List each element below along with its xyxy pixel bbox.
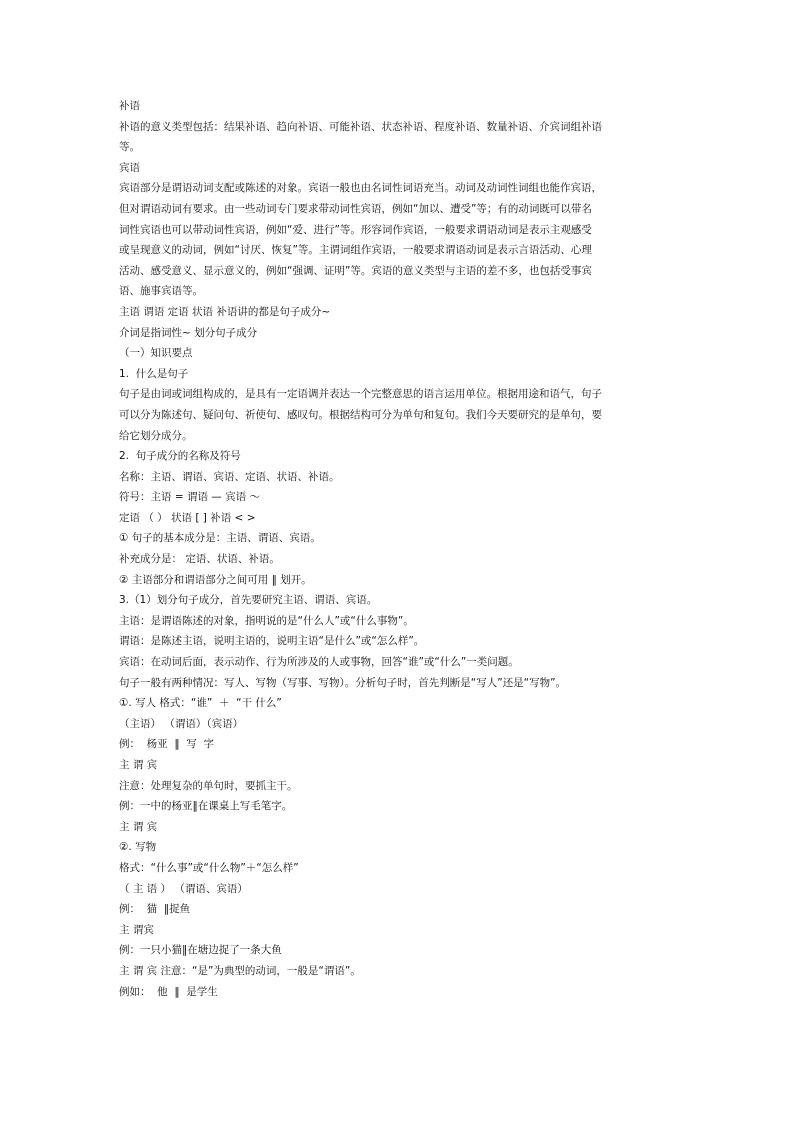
text-line: 补语的意义类型包括：结果补语、趋向补语、可能补语、状态补语、程度补语、数量补语、介宾词组补语 — [119, 120, 602, 133]
text-line: （主语） （谓语）（宾语） — [119, 717, 244, 730]
text-line: 句子是由词或词组构成的，是具有一定语调并表达一个完整意思的语言运用单位。根据用途和语气，句子 — [119, 388, 602, 401]
text-line: 宾语部分是谓语动词支配或陈述的对象。宾语一般也由名词性词语充当。动词及动词性词组也能作宾语， — [119, 182, 602, 195]
text-line: 活动、感受意义、显示意义的，例如“强调、证明”等。宾语的意义类型与主语的差不多，也包括受事宾 — [119, 264, 592, 277]
text-line: 主 谓 宾 — [119, 759, 158, 771]
text-line: 词性宾语也可以带动词性宾语，例如“爱、进行”等。形容词作宾语，一般要求谓语动词是表示主观感受 — [119, 223, 592, 236]
text-line: ① 句子的基本成分是：主语、谓语、宾语。 — [119, 532, 321, 545]
text-line: 等。 — [119, 141, 140, 154]
example-line: 例：一中的杨亚‖在课桌上写毛笔字。 — [119, 800, 293, 813]
text-line: 可以分为陈述句、疑问句、祈使句、感叹句。根据结构可分为单句和复句。我们今天要研究的是单句，要 — [119, 408, 602, 421]
section-heading: （一）知识要点 — [119, 347, 193, 360]
text-line: 句子一般有两种情况：写人、写物（写事、写物）。分析句子时，首先判断是“写人”还是“写物”。 — [119, 676, 567, 689]
text-line: 但对谓语动词有要求。由一些动词专门要求带动词性宾语，例如“加以、遭受”等；有的动词既可以带名 — [119, 202, 592, 215]
text-line: 主语 谓语 定语 状语 补语讲的都是句子成分~ — [119, 305, 331, 318]
example-line: 例：一只小猫‖在塘边捉了一条大鱼 — [119, 944, 282, 957]
text-line: ②. 写物 — [119, 841, 157, 854]
text-line: （ 主 语 ） （谓语、宾语） — [119, 882, 248, 895]
text-line: 语、施事宾语等。 — [119, 285, 203, 298]
example-line: 例如： 他 ‖ 是学生 — [119, 985, 218, 998]
subsection-heading: 1. 什么是句子 — [119, 367, 189, 380]
text-line: 谓语：是陈述主语，说明主语的，说明主语“是什么”或“怎么样”。 — [119, 635, 425, 648]
example-line: 例： 猫 ‖捉鱼 — [119, 903, 191, 916]
document-body — [119, 96, 675, 1002]
text-line: 介词是指词性~ 划分句子成分 — [119, 326, 258, 339]
text-line: 宾语：在动词后面，表示动作、行为所涉及的人或事物，回答“谁”或“什么”一类问题。 — [119, 656, 519, 669]
example-line: 例： 杨亚 ‖ 写 字 — [119, 738, 214, 751]
text-line: 3.（1）划分句子成分，首先要研究主语、谓语、宾语。 — [119, 594, 378, 607]
text-line: 符号：主语 = 谓语 — 宾语 ～ — [119, 491, 260, 504]
text-line: 给它划分成分。 — [119, 429, 193, 442]
text-line: 定语 （ ） 状语 [ ] 补语 < > — [119, 511, 256, 524]
text-line: ② 主语部分和谓语部分之间可用 ‖ 划开。 — [119, 573, 312, 586]
text-line: 格式：“什么事”或“什么物”＋“怎么样” — [119, 861, 299, 874]
text-line: 名称：主语、谓语、宾语、定语、状语、补语。 — [119, 470, 340, 483]
text-line: 或呈现意义的动词，例如“讨厌、恢复”等。主谓词组作宾语，一般要求谓语动词是表示言语活动、心理 — [119, 244, 592, 257]
text-line: 补充成分是： 定语、状语、补语。 — [119, 553, 280, 566]
text-line: 注意：处理复杂的单句时，要抓主干。 — [119, 779, 298, 792]
text-line: 主 谓 宾 — [119, 820, 158, 833]
text-line: ①. 写人 格式：“谁” ＋ “干 什么” — [119, 697, 282, 710]
heading-object: 宾语 — [119, 161, 140, 174]
text-line: 主语：是谓语陈述的对象，指明说的是“什么人”或“什么事物”。 — [119, 614, 414, 627]
subsection-heading: 2. 句子成分的名称及符号 — [119, 450, 241, 463]
text-line: 主 谓 宾 注意：“是”为典型的动词，一般是“谓语”。 — [119, 964, 361, 977]
heading-complement: 补语 — [119, 100, 140, 112]
text-line: 主 谓宾 — [119, 923, 154, 936]
